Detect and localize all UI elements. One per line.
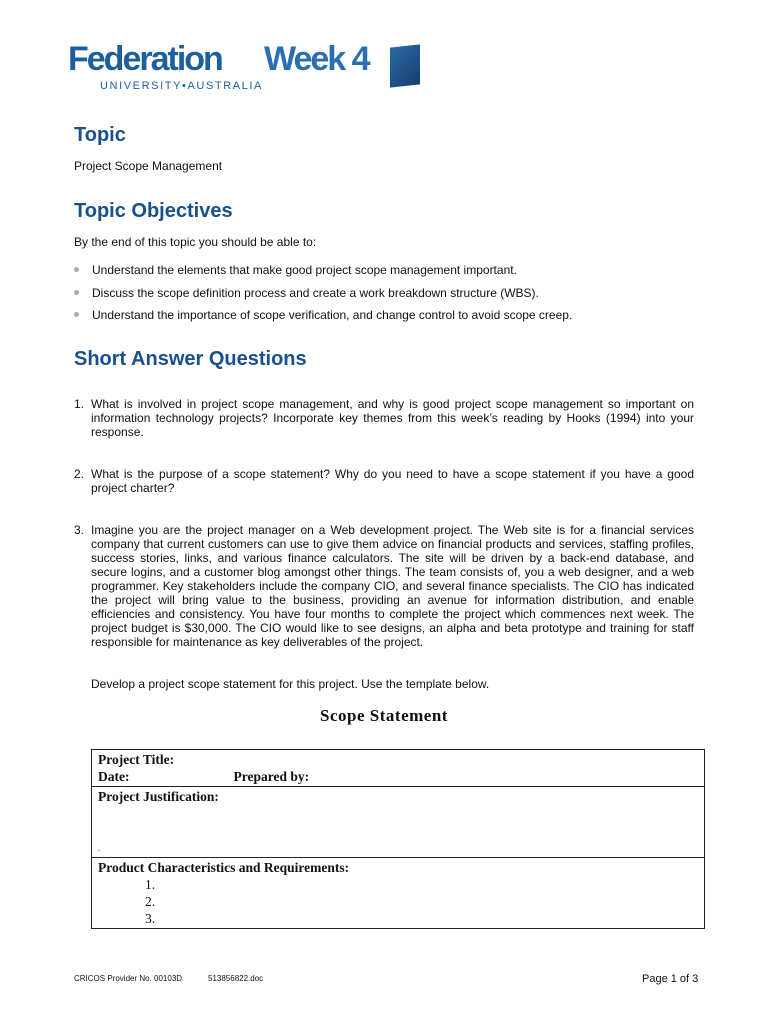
questions-heading: Short Answer Questions [74,348,307,370]
requirement-item: 3. [145,911,156,926]
prepared-by-label: Prepared by: [233,769,310,784]
date-label: Date: [98,769,130,784]
footer-page-number: Page 1 of 3 [642,973,699,985]
logo-flag-icon [390,44,420,87]
logo-subtitle: UNIVERSITY•AUSTRALIA [100,80,263,92]
scope-statement-title: Scope Statement [320,706,448,725]
scope-statement-table [91,749,705,929]
topic-heading: Topic [74,124,126,146]
objective-item [74,286,714,309]
question-text: What is involved in project scope management, and why is good project scope management so important on information technology projects? Incorporate key themes from this week’s reading by Hooks (1994) into your response. [91,397,694,439]
table-row [92,750,705,787]
objective-text: Understand the importance of scope verification, and change control to avoid scope creep. [92,308,573,322]
project-title-label: Project Title: [98,752,175,767]
logo-overlay: Week 4 [264,40,369,78]
objective-text: Discuss the scope definition process and create a work breakdown structure (WBS). [92,285,539,300]
question-number: 2. [74,467,85,481]
question-3 [74,523,694,649]
table-row [92,787,705,858]
characteristics-label: Product Characteristics and Requirements: [98,860,350,875]
objectives-intro: By the end of this topic you should be able to: [74,235,317,249]
requirement-item: 1. [145,877,156,892]
question-text: Imagine you are the project manager on a Web development project. The Web site is for a financial services company that current customers can use to give them advice on financial products and services, staffing profiles, success stories, links, and various finance calculators. The site will be driven by a back-end database, and secure logins, and a customer blog amongst other things. The team consists of, you a web designer, and a web programmer. Key stakeholders include the company CIO, and several finance specialists. The CIO has indicated the project will bring value to the business, providing an avenue for information distribution, and enable efficiencies and consistency. You have four months to complete the project which commences next week. The project budget is $30,000. The CIO would like to see designs, an alpha and beta prototype and training for staff responsible for maintenance as key deliverables of the project. [91,523,694,649]
topic-text: Project Scope Management [74,159,223,173]
question-number: 1. [74,397,85,411]
question-number: 3. [74,523,85,537]
bullet-icon [74,290,79,295]
develop-instruction: Develop a project scope statement for this project. Use the template below. [91,677,490,691]
justification-label: Project Justification: [98,789,219,804]
requirement-item: 2. [145,894,156,909]
objective-text: Understand the elements that make good project scope management important. [92,263,517,277]
logo-name: Federation [68,40,222,78]
objectives-heading: Topic Objectives [74,200,233,222]
university-logo [68,42,448,96]
question-1 [74,397,694,439]
objective-item [74,308,714,331]
objective-item [74,263,714,286]
justification-dot: . [98,844,100,853]
question-2 [74,467,694,495]
objectives-list [74,263,714,331]
footer-cricos: CRICOS Provider No. 00103D [74,974,183,983]
bullet-icon [74,267,79,272]
table-row [92,858,705,929]
footer-filename: 513856822.doc [208,974,264,983]
bullet-icon [74,312,79,317]
question-text: What is the purpose of a scope statement? Why do you need to have a scope statement if you have a good project charter? [91,467,694,495]
